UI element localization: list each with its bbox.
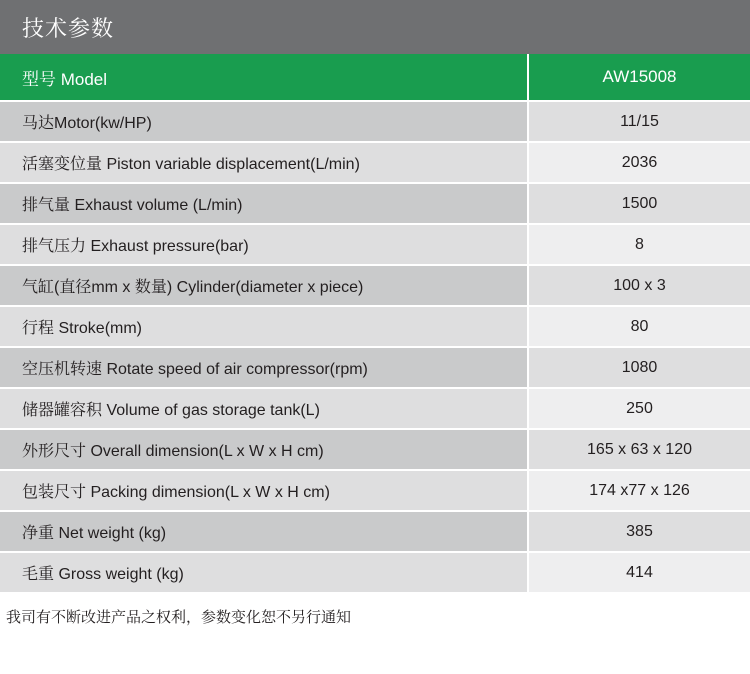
spec-value: 165 x 63 x 120 [528,429,750,470]
footnote: 我司有不断改进产品之权利，参数变化恕不另行通知 [6,609,352,626]
table-row [0,552,750,593]
table-row [0,470,750,511]
spec-value: 2036 [528,142,750,183]
column-header-model-value: AW15008 [528,54,750,101]
spec-label: 毛重 Gross weight (kg) [0,552,528,593]
spec-label: 排气压力 Exhaust pressure(bar) [0,224,528,265]
spec-label: 行程 Stroke(mm) [0,306,528,347]
spec-value: 250 [528,388,750,429]
table-row [0,142,750,183]
spec-value: 1080 [528,347,750,388]
table-row [0,224,750,265]
page-title: 技术参数 [22,15,115,41]
spec-value: 1500 [528,183,750,224]
table-row [0,265,750,306]
column-header-model-label: 型号 Model [0,54,528,101]
spec-value: 80 [528,306,750,347]
spec-value: 8 [528,224,750,265]
table-header-row [0,54,750,101]
spec-label: 马达Motor(kw/HP) [0,101,528,142]
table-row [0,183,750,224]
specifications-table [0,54,750,594]
table-body [0,54,750,593]
spec-label: 储器罐容积 Volume of gas storage tank(L) [0,388,528,429]
spec-value: 385 [528,511,750,552]
spec-value: 414 [528,552,750,593]
spec-value: 100 x 3 [528,265,750,306]
table-row [0,511,750,552]
spec-value: 174 x77 x 126 [528,470,750,511]
spec-value: 11/15 [528,101,750,142]
table-row [0,429,750,470]
spec-label: 空压机转速 Rotate speed of air compressor(rpm) [0,347,528,388]
spec-label: 净重 Net weight (kg) [0,511,528,552]
title-bar [0,0,750,54]
table-row [0,101,750,142]
spec-label: 外形尺寸 Overall dimension(L x W x H cm) [0,429,528,470]
spec-label: 排气量 Exhaust volume (L/min) [0,183,528,224]
spec-label: 气缸(直径mm x 数量) Cylinder(diameter x piece) [0,265,528,306]
table-row [0,306,750,347]
table-row [0,347,750,388]
spec-label: 活塞变位量 Piston variable displacement(L/min) [0,142,528,183]
spec-label: 包装尺寸 Packing dimension(L x W x H cm) [0,470,528,511]
table-row [0,388,750,429]
